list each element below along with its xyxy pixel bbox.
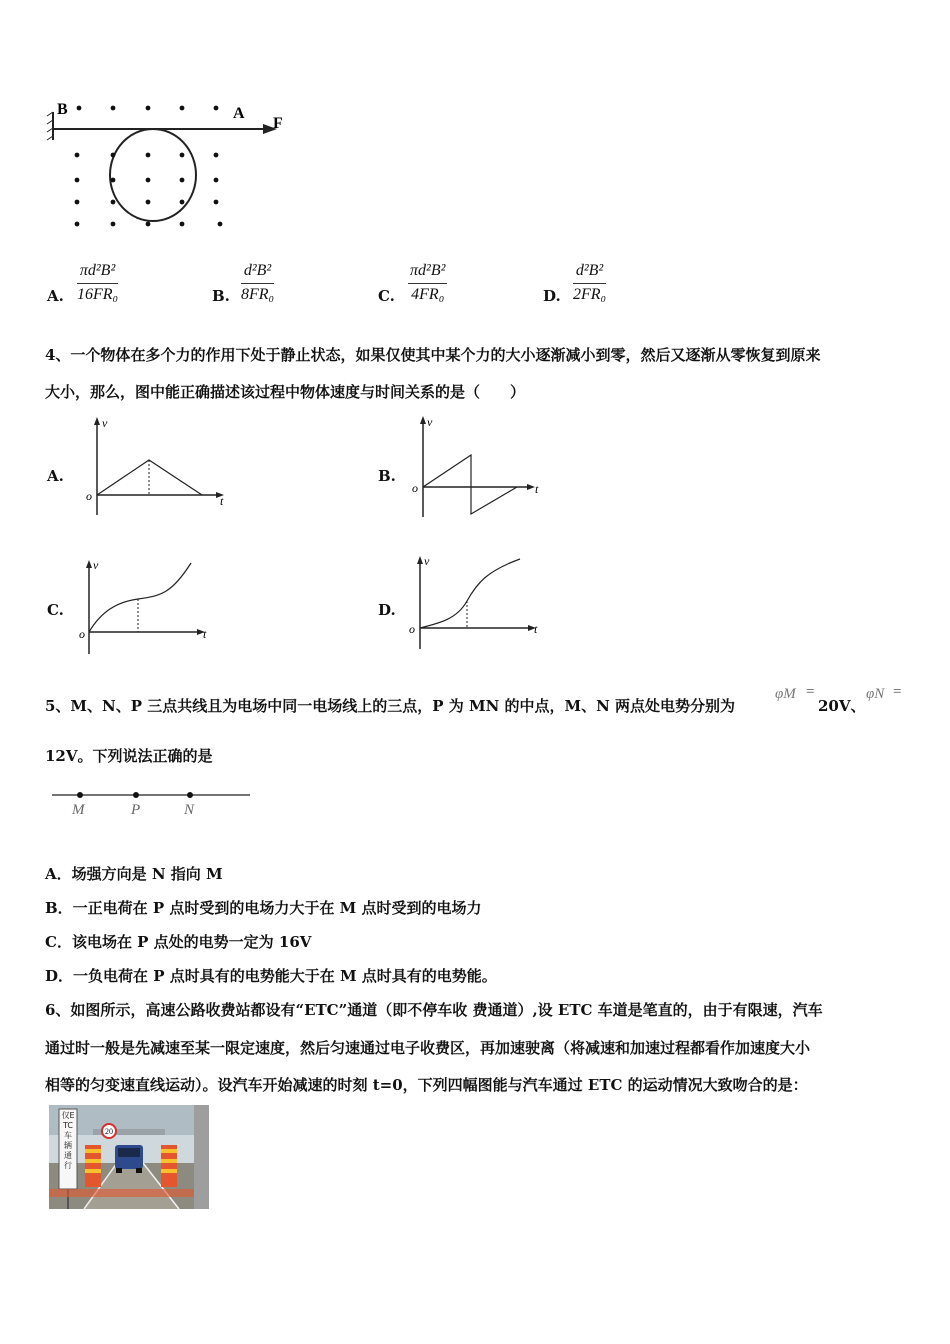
q6-text-line3: 相等的匀变速直线运动）。设汽车开始减速的时刻 t=0，下列四幅图能与汽车通过 ETC 的运动情况大致吻合的是： <box>45 1076 808 1094</box>
q3-option-c-letter: C. <box>378 287 395 305</box>
svg-text:v: v <box>424 554 430 568</box>
q4-text-line1: 4、一个物体在多个力的作用下处于静止状态，如果仅使其中某个力的大小逐渐减小到零，然后又逐渐从零恢复到原来 <box>45 346 821 364</box>
svg-text:o: o <box>79 627 85 641</box>
svg-text:v: v <box>93 558 99 572</box>
q4-option-a-letter: A. <box>47 467 64 485</box>
q5-phi-n: φN <box>866 686 885 702</box>
svg-text:M: M <box>72 802 85 818</box>
q5-eq1: = <box>806 684 815 700</box>
q3-label-f: F <box>273 115 283 132</box>
q4-option-b-letter: B. <box>378 467 396 485</box>
q4-option-d-letter: D. <box>378 601 396 619</box>
q3-label-b: B <box>57 101 68 118</box>
svg-text:20: 20 <box>105 1127 113 1136</box>
q3-label-a: A <box>233 105 245 122</box>
svg-text:o: o <box>409 622 415 636</box>
q3-option-d-formula: $\frac{\text{d²B²}}{\text{2FR₀}}$ <box>573 262 607 303</box>
q5-option-c: C．该电场在 P 点处的电势一定为 16V <box>45 933 312 951</box>
q6-text-line1: 6、如图所示，高速公路收费站都设有“ETC”通道（即不停车收 费通道）,设 ETC 车道是笔直的，由于有限速，汽车 <box>45 1001 823 1019</box>
q5-value-m: 20V、 <box>818 697 866 715</box>
q5-text-line2: 12V。下列说法正确的是 <box>45 747 213 765</box>
svg-text:v: v <box>427 415 433 429</box>
q3-option-d-letter: D. <box>543 287 561 305</box>
q5-eq2: = <box>893 684 902 700</box>
q3-option-b-letter: B. <box>212 287 230 305</box>
q5-option-d: D．一负电荷在 P 点时具有的电势能大于在 M 点时具有的电势能。 <box>45 967 497 985</box>
q3-option-a-letter: A. <box>47 287 64 305</box>
svg-text:P: P <box>131 802 141 818</box>
q4-text-line2: 大小，那么，图中能正确描述该过程中物体速度与时间关系的是（ ） <box>45 383 526 401</box>
svg-text:N: N <box>184 802 195 818</box>
q6-text-line2: 通过时一般是先减速至某一限定速度，然后匀速通过电子收费区，再加速驶离（将减速和加速过程都看作加速度大小 <box>45 1039 811 1057</box>
svg-text:t: t <box>535 482 539 496</box>
q5-phi-m: φM <box>775 686 796 702</box>
q4-graph-d <box>405 553 550 653</box>
q4-graph-b <box>405 413 550 521</box>
etc-sign-text: 仅ETC车辆通行 <box>61 1111 75 1170</box>
q3-field-figure <box>45 98 295 238</box>
q3-option-c-formula: $\frac{\text{πd²B²}}{\text{4FR₀}}$ <box>410 262 446 303</box>
svg-text:o: o <box>412 481 418 495</box>
svg-text:t: t <box>534 622 538 636</box>
q5-option-a: A．场强方向是 N 指向 M <box>45 865 223 883</box>
q5-option-b: B．一正电荷在 P 点时受到的电场力大于在 M 点时受到的电场力 <box>45 899 482 917</box>
svg-text:v: v <box>102 416 108 430</box>
field-dots <box>75 106 223 227</box>
svg-text:t: t <box>220 494 224 508</box>
q4-graph-a <box>82 415 232 520</box>
q4-graph-c <box>76 557 216 657</box>
q5-text-line1: 5、M、N、P 三点共线且为电场中同一电场线上的三点，P 为 MN 的中点，M、N 两点处电势分别为 <box>45 697 736 715</box>
q3-option-b-formula: $\frac{\text{d²B²}}{\text{8FR₀}}$ <box>241 262 275 303</box>
q3-option-a-formula: $\frac{\text{πd²B²}}{\text{16FR₀}}$ <box>77 262 119 303</box>
svg-text:o: o <box>86 489 92 503</box>
q4-option-c-letter: C. <box>47 601 64 619</box>
q5-field-line-figure <box>50 784 260 820</box>
svg-text:t: t <box>203 627 207 641</box>
